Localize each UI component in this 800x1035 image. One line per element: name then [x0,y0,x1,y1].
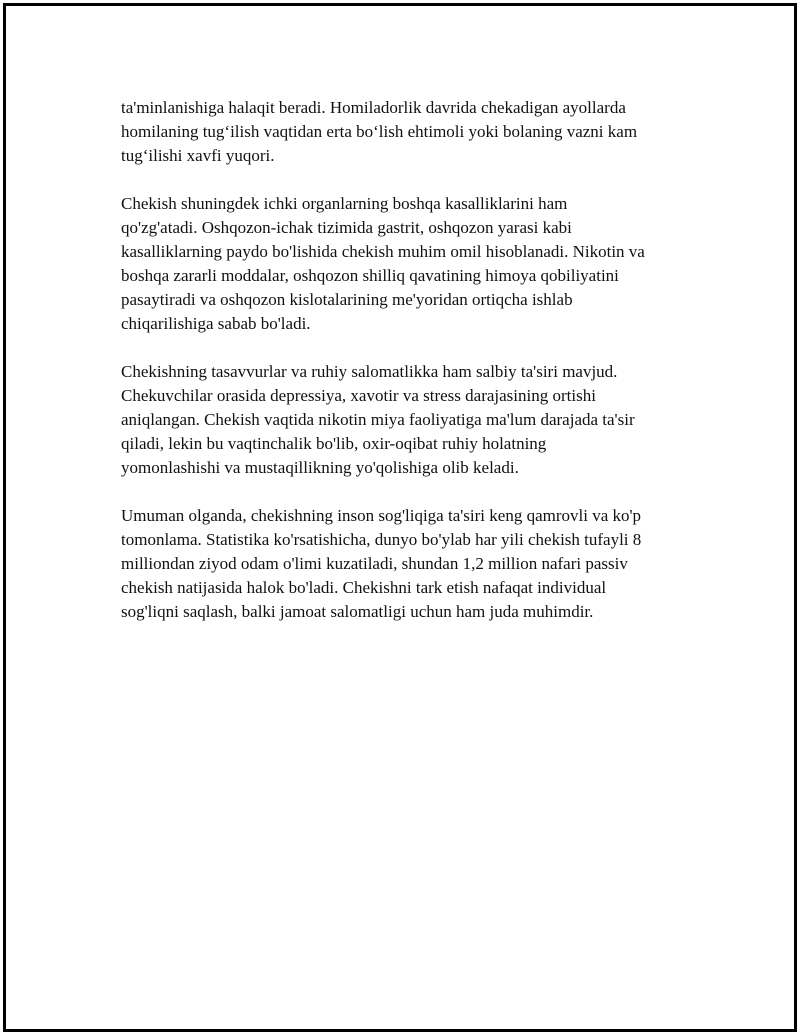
text-line: boshqa zararli moddalar, oshqozon shilliq qavatining himoya qobiliyatini [121,266,619,285]
text-line: Chekish shuningdek ichki organlarning boshqa kasalliklarini ham [121,194,568,213]
text-line: chiqarilishiga sabab bo'ladi. [121,314,311,333]
text-line: Chekishning tasavvurlar va ruhiy salomatlikka ham salbiy ta'siri mavjud. [121,362,618,381]
text-line: yomonlashishi va mustaqillikning yo'qolishiga olib keladi. [121,458,519,477]
text-line: chekish natijasida halok bo'ladi. Chekishni tark etish nafaqat individual [121,578,607,597]
text-line: tug‘ilishi xavfi yuqori. [121,146,275,165]
text-line: pasaytiradi va oshqozon kislotalarining me'yoridan ortiqcha ishlab [121,290,573,309]
text-line: milliondan ziyod odam o'limi kuzatiladi, shundan 1,2 million nafari passiv [121,554,628,573]
text-line: Umuman olganda, chekishning inson sog'liqiga ta'siri keng qamrovli va ko'p [121,506,642,525]
text-line: ta'minlanishiga halaqit beradi. Homiladorlik davrida chekadigan ayollarda [121,98,626,117]
document-body [121,96,701,648]
text-line: qiladi, lekin bu vaqtinchalik bo'lib, oxir-oqibat ruhiy holatning [121,434,547,453]
text-line: tomonlama. Statistika ko'rsatishicha, dunyo bo'ylab har yili chekish tufayli 8 [121,530,642,549]
paragraph-1 [121,96,701,168]
page-frame [3,3,797,1032]
text-line: qo'zg'atadi. Oshqozon-ichak tizimida gastrit, oshqozon yarasi kabi [121,218,572,237]
paragraph-2 [121,192,701,336]
text-line: sog'liqni saqlash, balki jamoat salomatligi uchun ham juda muhimdir. [121,602,594,621]
text-line: homilaning tug‘ilish vaqtidan erta bo‘lish ehtimoli yoki bolaning vazni kam [121,122,638,141]
text-line: aniqlangan. Chekish vaqtida nikotin miya faoliyatiga ma'lum darajada ta'sir [121,410,635,429]
paragraph-3 [121,360,701,480]
text-line: Chekuvchilar orasida depressiya, xavotir va stress darajasining ortishi [121,386,596,405]
text-line: kasalliklarning paydo bo'lishida chekish muhim omil hisoblanadi. Nikotin va [121,242,645,261]
paragraph-4 [121,504,701,624]
